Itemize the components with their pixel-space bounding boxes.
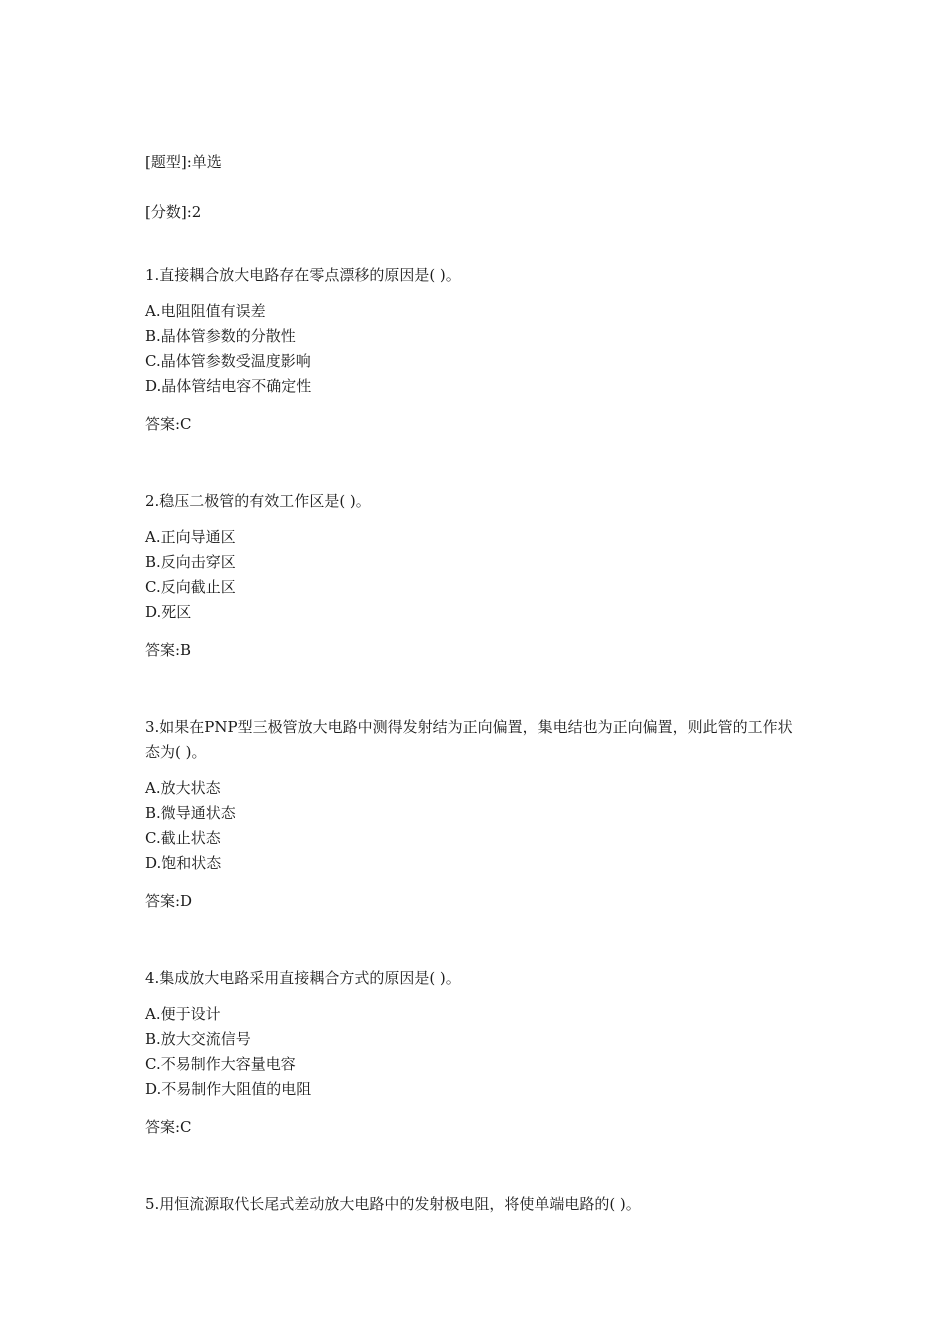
option-c: C.反向截止区 [145,578,236,596]
option-a: A.正向导通区 [145,528,236,546]
option-d: D.不易制作大阻值的电阻 [145,1080,312,1098]
option-d: D.晶体管结电容不确定性 [145,377,312,395]
option-a: A.便于设计 [145,1005,221,1023]
option-b: B.反向击穿区 [145,553,236,571]
option-list [145,776,805,876]
option-list [145,525,805,625]
question-stem: 5.用恒流源取代长尾式差动放大电路中的发射极电阻，将使单端电路的( )。 [145,1195,641,1213]
answer-line: 答案:C [145,1118,192,1136]
option-c: C.不易制作大容量电容 [145,1055,296,1073]
answer-line: 答案:D [145,892,193,910]
score-label: [分数]:2 [145,203,202,221]
question-stem: 3.如果在PNP型三极管放大电路中测得发射结为正向偏置，集电结也为正向偏置，则此管的工作状态为( )。 [145,718,793,761]
option-b: B.微导通状态 [145,804,236,822]
option-a: A.放大状态 [145,779,221,797]
option-list [145,1002,805,1102]
option-d: D.死区 [145,603,192,621]
answer-line: 答案:C [145,415,192,433]
question-5 [145,1192,805,1217]
question-stem: 1.直接耦合放大电路存在零点漂移的原因是( )。 [145,266,461,284]
answer-line: 答案:B [145,641,192,659]
question-2 [145,489,805,663]
question-type-label: [题型]:单选 [145,153,222,171]
question-stem: 2.稳压二极管的有效工作区是( )。 [145,492,371,510]
option-c: C.晶体管参数受温度影响 [145,352,311,370]
option-b: B.晶体管参数的分散性 [145,327,296,345]
option-d: D.饱和状态 [145,854,222,872]
question-1 [145,263,805,437]
question-4 [145,966,805,1140]
option-c: C.截止状态 [145,829,221,847]
option-a: A.电阻阻值有误差 [145,302,266,320]
question-3 [145,715,805,914]
option-b: B.放大交流信号 [145,1030,251,1048]
option-list [145,299,805,399]
question-stem: 4.集成放大电路采用直接耦合方式的原因是( )。 [145,969,461,987]
